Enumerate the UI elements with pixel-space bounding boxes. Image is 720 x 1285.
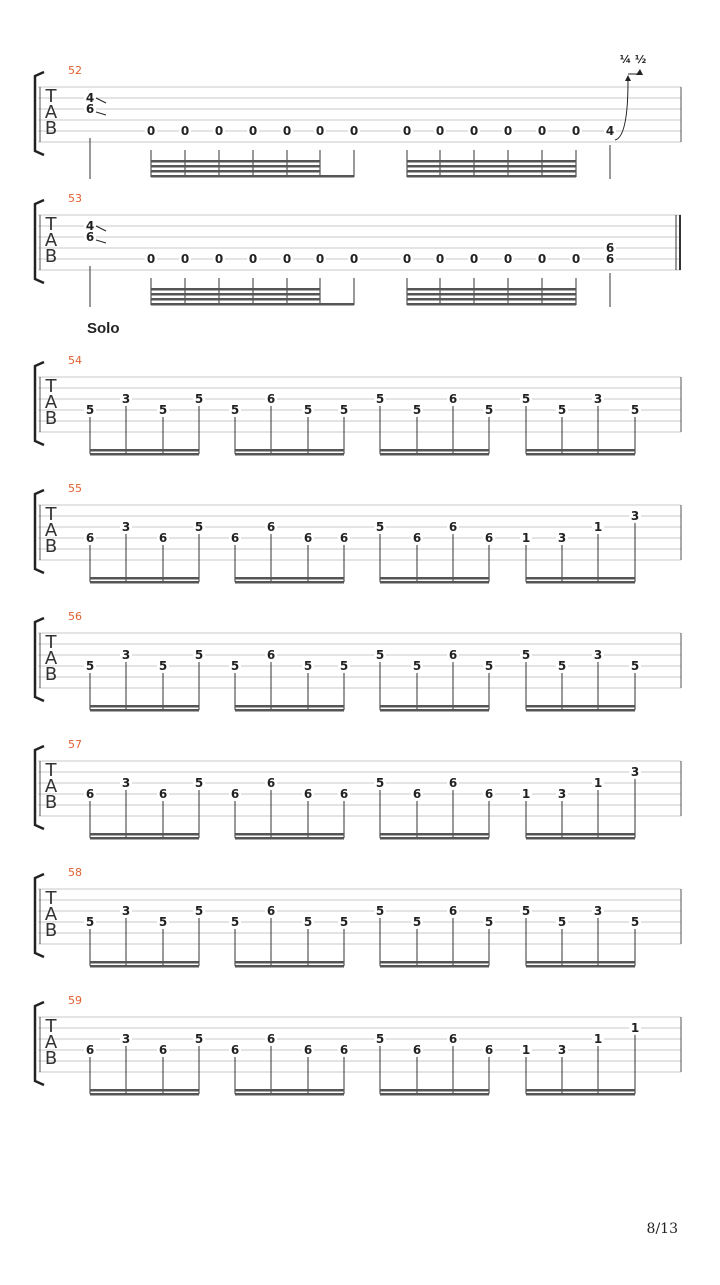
fret-number: 6 — [303, 1043, 313, 1057]
fret-number: 6 — [412, 1043, 422, 1057]
fret-number: 0 — [282, 252, 292, 266]
fret-number: 1 — [593, 776, 603, 790]
beam — [90, 1089, 199, 1092]
fret-number: 5 — [375, 648, 385, 662]
fret-number: 5 — [85, 915, 95, 929]
beam — [526, 581, 635, 584]
beam — [151, 293, 320, 296]
fret-number: 1 — [521, 787, 531, 801]
fret-number: 6 — [230, 1043, 240, 1057]
tab-clef-letter-b: B — [44, 246, 58, 267]
fret-number: 5 — [194, 904, 204, 918]
tab-clef-letter-b: B — [44, 664, 58, 685]
beam — [235, 709, 344, 712]
fret-number: 5 — [194, 520, 204, 534]
fret-number: 6 — [412, 787, 422, 801]
fret-number: 6 — [605, 252, 615, 266]
beam — [151, 165, 320, 168]
beam — [380, 965, 489, 968]
fret-number: 6 — [303, 787, 313, 801]
section-label-solo: Solo — [87, 320, 120, 337]
beam — [90, 833, 199, 836]
fret-number: 5 — [557, 403, 567, 417]
fret-number: 4 — [85, 219, 95, 233]
fret-number: 0 — [435, 124, 445, 138]
fret-number: 5 — [194, 648, 204, 662]
beam — [90, 961, 199, 964]
beam — [90, 705, 199, 708]
fret-number: 0 — [349, 252, 359, 266]
fret-number: 5 — [484, 403, 494, 417]
beam — [380, 705, 489, 708]
beam — [407, 165, 576, 168]
fret-number: 0 — [146, 252, 156, 266]
fret-number: 5 — [85, 659, 95, 673]
beam — [235, 833, 344, 836]
beam — [380, 453, 489, 456]
beam — [235, 1093, 344, 1096]
beam — [235, 705, 344, 708]
beam — [380, 709, 489, 712]
beam — [526, 837, 635, 840]
fret-number: 0 — [435, 252, 445, 266]
beam — [235, 453, 344, 456]
beam — [526, 577, 635, 580]
tab-clef-letter-t: T — [45, 376, 57, 397]
tab-clef-letter-b: B — [44, 536, 58, 557]
fret-number: 6 — [266, 776, 276, 790]
measure-number: 54 — [68, 354, 82, 367]
fret-number: 5 — [630, 915, 640, 929]
beam — [90, 1093, 199, 1096]
fret-number: 3 — [593, 648, 603, 662]
fret-number: 6 — [85, 531, 95, 545]
fret-number: 1 — [521, 1043, 531, 1057]
fret-number: 0 — [571, 124, 581, 138]
beam — [526, 833, 635, 836]
beam — [380, 449, 489, 452]
fret-number: 6 — [85, 1043, 95, 1057]
fret-number: 5 — [375, 776, 385, 790]
fret-number: 4 — [85, 91, 95, 105]
bend-arrow — [636, 69, 643, 75]
fret-number: 5 — [412, 403, 422, 417]
beam — [407, 160, 576, 163]
tab-clef-letter-t: T — [45, 214, 57, 235]
fret-number: 6 — [339, 787, 349, 801]
beam — [235, 1089, 344, 1092]
measure-number: 57 — [68, 738, 82, 751]
fret-number: 6 — [484, 531, 494, 545]
page-number: 8/13 — [646, 1221, 678, 1237]
fret-number: 3 — [593, 904, 603, 918]
beam — [235, 965, 344, 968]
fret-number: 5 — [630, 403, 640, 417]
fret-number: 6 — [230, 531, 240, 545]
fret-number: 6 — [266, 520, 276, 534]
slide-mark — [96, 112, 106, 115]
tab-clef-letter-t: T — [45, 1016, 57, 1037]
fret-number: 5 — [630, 659, 640, 673]
fret-number: 6 — [266, 392, 276, 406]
fret-number: 0 — [214, 124, 224, 138]
fret-number: 5 — [521, 648, 531, 662]
fret-number: 5 — [339, 403, 349, 417]
fret-number: 6 — [448, 648, 458, 662]
fret-number: 0 — [537, 252, 547, 266]
fret-number: 0 — [214, 252, 224, 266]
fret-number: 5 — [375, 904, 385, 918]
fret-number: 0 — [469, 124, 479, 138]
fret-number: 0 — [469, 252, 479, 266]
fret-number: 6 — [85, 230, 95, 244]
measure-number: 59 — [68, 994, 82, 1007]
fret-number: 6 — [412, 531, 422, 545]
tab-clef-letter-a: A — [44, 392, 58, 413]
beam — [151, 160, 320, 163]
beam — [407, 170, 576, 173]
tab-system-54 — [35, 362, 681, 456]
beam — [90, 709, 199, 712]
beam — [407, 175, 576, 178]
tab-clef-letter-t: T — [45, 888, 57, 909]
beam — [90, 453, 199, 456]
fret-number: 3 — [557, 531, 567, 545]
fret-number: 5 — [194, 776, 204, 790]
fret-number: 6 — [448, 904, 458, 918]
tab-system-57 — [35, 746, 681, 840]
fret-number: 3 — [121, 904, 131, 918]
fret-number: 6 — [448, 392, 458, 406]
beam — [526, 1089, 635, 1092]
fret-number: 0 — [180, 124, 190, 138]
measure-number: 56 — [68, 610, 82, 623]
beam — [380, 577, 489, 580]
fret-number: 3 — [121, 648, 131, 662]
bend-label: ¼ ½ — [619, 53, 647, 66]
fret-number: 0 — [349, 124, 359, 138]
beam — [151, 175, 354, 178]
fret-number: 0 — [315, 252, 325, 266]
tab-system-56 — [35, 618, 681, 712]
beam — [90, 581, 199, 584]
fret-number: 5 — [303, 915, 313, 929]
fret-number: 0 — [503, 252, 513, 266]
fret-number: 5 — [412, 915, 422, 929]
beam — [90, 577, 199, 580]
tab-clef-letter-b: B — [44, 408, 58, 429]
beam — [151, 303, 354, 306]
fret-number: 5 — [230, 915, 240, 929]
beam — [407, 288, 576, 291]
fret-number: 6 — [266, 648, 276, 662]
tab-clef-letter-a: A — [44, 520, 58, 541]
tab-clef-letter-b: B — [44, 118, 58, 139]
fret-number: 0 — [146, 124, 156, 138]
fret-number: 3 — [557, 1043, 567, 1057]
slide-mark — [96, 226, 106, 231]
measure-number: 58 — [68, 866, 82, 879]
fret-number: 5 — [484, 915, 494, 929]
fret-number: 0 — [537, 124, 547, 138]
fret-number: 6 — [266, 1032, 276, 1046]
tab-clef-letter-t: T — [45, 504, 57, 525]
fret-number: 5 — [158, 915, 168, 929]
fret-number: 5 — [521, 904, 531, 918]
fret-number: 6 — [448, 520, 458, 534]
beam — [235, 961, 344, 964]
fret-number: 3 — [630, 765, 640, 779]
fret-number: 4 — [605, 124, 615, 138]
fret-number: 6 — [303, 531, 313, 545]
fret-number: 5 — [375, 392, 385, 406]
fret-number: 6 — [605, 241, 615, 255]
fret-number: 5 — [230, 403, 240, 417]
fret-number: 0 — [248, 124, 258, 138]
fret-number: 3 — [121, 392, 131, 406]
tab-clef-letter-a: A — [44, 1032, 58, 1053]
beam — [380, 1093, 489, 1096]
fret-number: 5 — [339, 915, 349, 929]
tab-clef-letter-a: A — [44, 776, 58, 797]
fret-number: 0 — [503, 124, 513, 138]
fret-number: 3 — [121, 520, 131, 534]
fret-number: 3 — [121, 776, 131, 790]
fret-number: 6 — [85, 102, 95, 116]
fret-number: 3 — [630, 509, 640, 523]
beam — [526, 705, 635, 708]
beam — [380, 833, 489, 836]
fret-number: 6 — [158, 531, 168, 545]
tab-clef-letter-b: B — [44, 1048, 58, 1069]
fret-number: 6 — [158, 787, 168, 801]
beam — [526, 961, 635, 964]
fret-number: 1 — [630, 1021, 640, 1035]
fret-number: 6 — [266, 904, 276, 918]
fret-number: 6 — [158, 1043, 168, 1057]
fret-number: 0 — [180, 252, 190, 266]
beam — [380, 1089, 489, 1092]
measure-number: 55 — [68, 482, 82, 495]
measure-number: 53 — [68, 192, 82, 205]
tab-system-58 — [35, 874, 681, 968]
fret-number: 5 — [557, 659, 567, 673]
fret-number: 6 — [448, 776, 458, 790]
beam — [526, 1093, 635, 1096]
fret-number: 1 — [521, 531, 531, 545]
bend-arrow — [625, 75, 631, 81]
tab-clef-letter-t: T — [45, 632, 57, 653]
fret-number: 5 — [557, 915, 567, 929]
fret-number: 1 — [593, 1032, 603, 1046]
tab-system-59 — [35, 1002, 681, 1096]
beam — [235, 449, 344, 452]
tab-clef-letter-t: T — [45, 760, 57, 781]
tab-clef-letter-b: B — [44, 920, 58, 941]
beam — [407, 298, 576, 301]
fret-number: 5 — [303, 659, 313, 673]
beam — [380, 837, 489, 840]
beam — [526, 449, 635, 452]
tab-system-55 — [35, 490, 681, 584]
fret-number: 6 — [484, 1043, 494, 1057]
beam — [526, 965, 635, 968]
beam — [90, 449, 199, 452]
beam — [90, 837, 199, 840]
fret-number: 3 — [121, 1032, 131, 1046]
fret-number: 0 — [571, 252, 581, 266]
fret-number: 5 — [230, 659, 240, 673]
fret-number: 5 — [194, 1032, 204, 1046]
beam — [235, 581, 344, 584]
beam — [380, 581, 489, 584]
measure-number: 52 — [68, 64, 82, 77]
fret-number: 3 — [593, 392, 603, 406]
fret-number: 5 — [484, 659, 494, 673]
fret-number: 6 — [339, 1043, 349, 1057]
tab-clef-letter-a: A — [44, 904, 58, 925]
fret-number: 6 — [85, 787, 95, 801]
beam — [235, 837, 344, 840]
fret-number: 5 — [158, 659, 168, 673]
tab-clef-letter-a: A — [44, 230, 58, 251]
fret-number: 5 — [194, 392, 204, 406]
beam — [151, 298, 320, 301]
fret-number: 6 — [484, 787, 494, 801]
fret-number: 5 — [375, 520, 385, 534]
tab-clef-letter-b: B — [44, 792, 58, 813]
beam — [235, 577, 344, 580]
fret-number: 5 — [521, 392, 531, 406]
fret-number: 0 — [315, 124, 325, 138]
tab-clef-letter-a: A — [44, 102, 58, 123]
fret-number: 5 — [375, 1032, 385, 1046]
beam — [90, 965, 199, 968]
fret-number: 6 — [230, 787, 240, 801]
beam — [526, 453, 635, 456]
fret-number: 5 — [85, 403, 95, 417]
slide-mark — [96, 240, 106, 243]
beam — [407, 303, 576, 306]
beam — [407, 293, 576, 296]
fret-number: 0 — [402, 124, 412, 138]
fret-number: 6 — [339, 531, 349, 545]
beam — [380, 961, 489, 964]
beam — [526, 709, 635, 712]
fret-number: 3 — [557, 787, 567, 801]
fret-number: 1 — [593, 520, 603, 534]
beam — [151, 288, 320, 291]
tab-clef-letter-a: A — [44, 648, 58, 669]
tab-clef-letter-t: T — [45, 86, 57, 107]
fret-number: 5 — [339, 659, 349, 673]
fret-number: 0 — [248, 252, 258, 266]
beam — [151, 170, 320, 173]
fret-number: 5 — [158, 403, 168, 417]
fret-number: 5 — [412, 659, 422, 673]
fret-number: 0 — [282, 124, 292, 138]
fret-number: 6 — [448, 1032, 458, 1046]
fret-number: 0 — [402, 252, 412, 266]
slide-mark — [96, 98, 106, 103]
fret-number: 5 — [303, 403, 313, 417]
